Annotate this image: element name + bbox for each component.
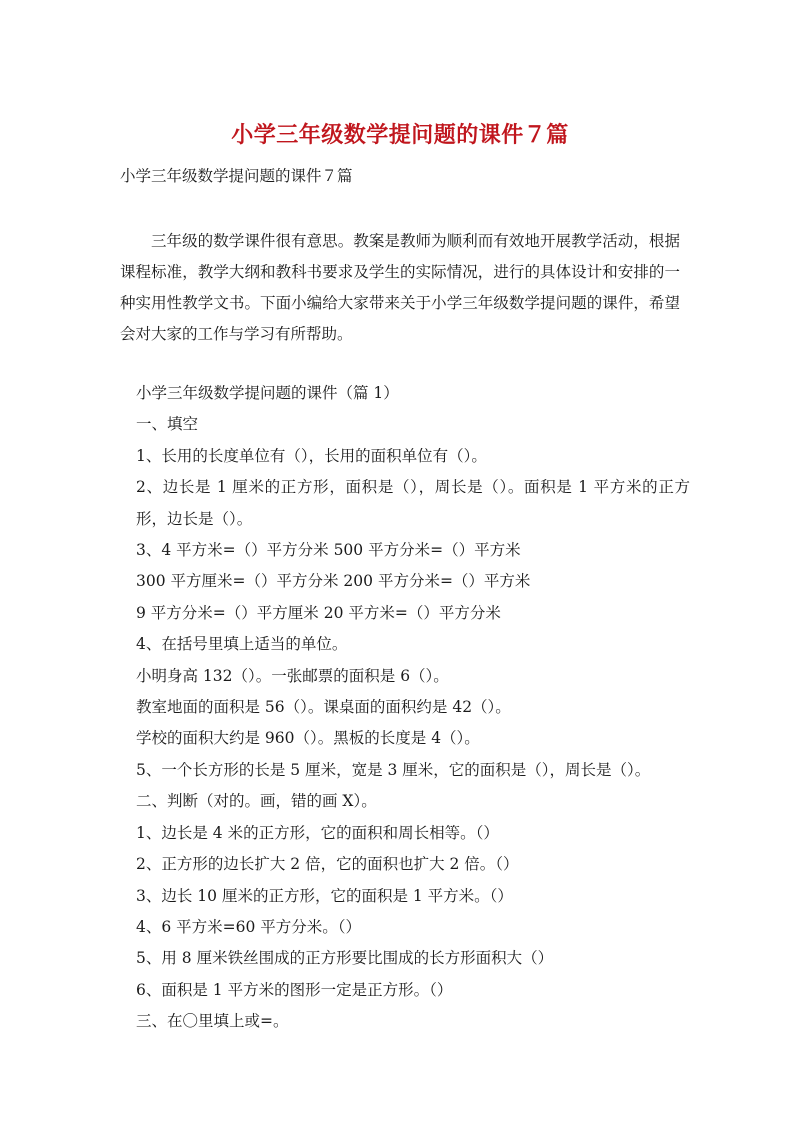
content-line: 教室地面的面积是 56（）。课桌面的面积约是 42（）。: [136, 698, 511, 717]
content-line: 3、边长 10 厘米的正方形，它的面积是 1 平方米。（）: [136, 886, 513, 905]
content-line: 5、用 8 厘米铁丝围成的正方形要比围成的长方形面积大（）: [136, 949, 554, 968]
content-line: 5、一个长方形的长是 5 厘米，宽是 3 厘米，它的面积是（），周长是（）。: [136, 760, 651, 779]
content-line: 2、边长是 1 厘米的正方形，面积是（），周长是（）。面积是 1 平方米的正方形，边长是（）。: [136, 478, 690, 528]
content-line: 1、边长是 4 米的正方形，它的面积和周长相等。（）: [136, 823, 499, 842]
content-line: 学校的面积大约是 960（）。黑板的长度是 4（）。: [136, 729, 480, 748]
content-line: 一、填空: [136, 415, 199, 434]
content-line: 4、在括号里填上适当的单位。: [136, 635, 348, 654]
content-line: 二、判断（对的。画，错的画 X）。: [136, 792, 377, 811]
content-line: 小学三年级数学提问题的课件（篇 1）: [136, 384, 399, 402]
content-line: 三、在〇里填上或=。: [136, 1012, 289, 1031]
content-line: 9 平方分米=（）平方厘米 20 平方米=（）平方分米: [136, 603, 501, 622]
content-line: 6、面积是 1 平方米的图形一定是正方形。（）: [136, 980, 453, 999]
exercise-list: [120, 378, 690, 1038]
content-line: 4、6 平方米=60 平方分米。（）: [136, 917, 362, 936]
content-line: 2、正方形的边长扩大 2 倍，它的面积也扩大 2 倍。（）: [136, 855, 519, 874]
content-line: 1、长用的长度单位有（），长用的面积单位有（）。: [136, 446, 487, 465]
content-line: 300 平方厘米=（）平方分米 200 平方分米=（）平方米: [136, 572, 531, 591]
content-line: 3、4 平方米=（）平方分米 500 平方分米=（）平方米: [136, 541, 521, 560]
document-title: 小学三年级数学提问题的课件７篇: [231, 122, 569, 148]
content-line: 小明身高 132（）。一张邮票的面积是 6（）。: [136, 666, 449, 685]
intro-paragraph: 三年级的数学课件很有意思。教案是教师为顺利而有效地开展教学活动，根据课程标准，教学大纲和教科书要求及学生的实际情况，进行的具体设计和安排的一种实用性教学文书。下面小编给大家带来关于小学三年级数学提问题的课件，希望会对大家的工作与学习有所帮助。: [120, 232, 680, 343]
document-subtitle: 小学三年级数学提问题的课件７篇: [120, 167, 353, 185]
